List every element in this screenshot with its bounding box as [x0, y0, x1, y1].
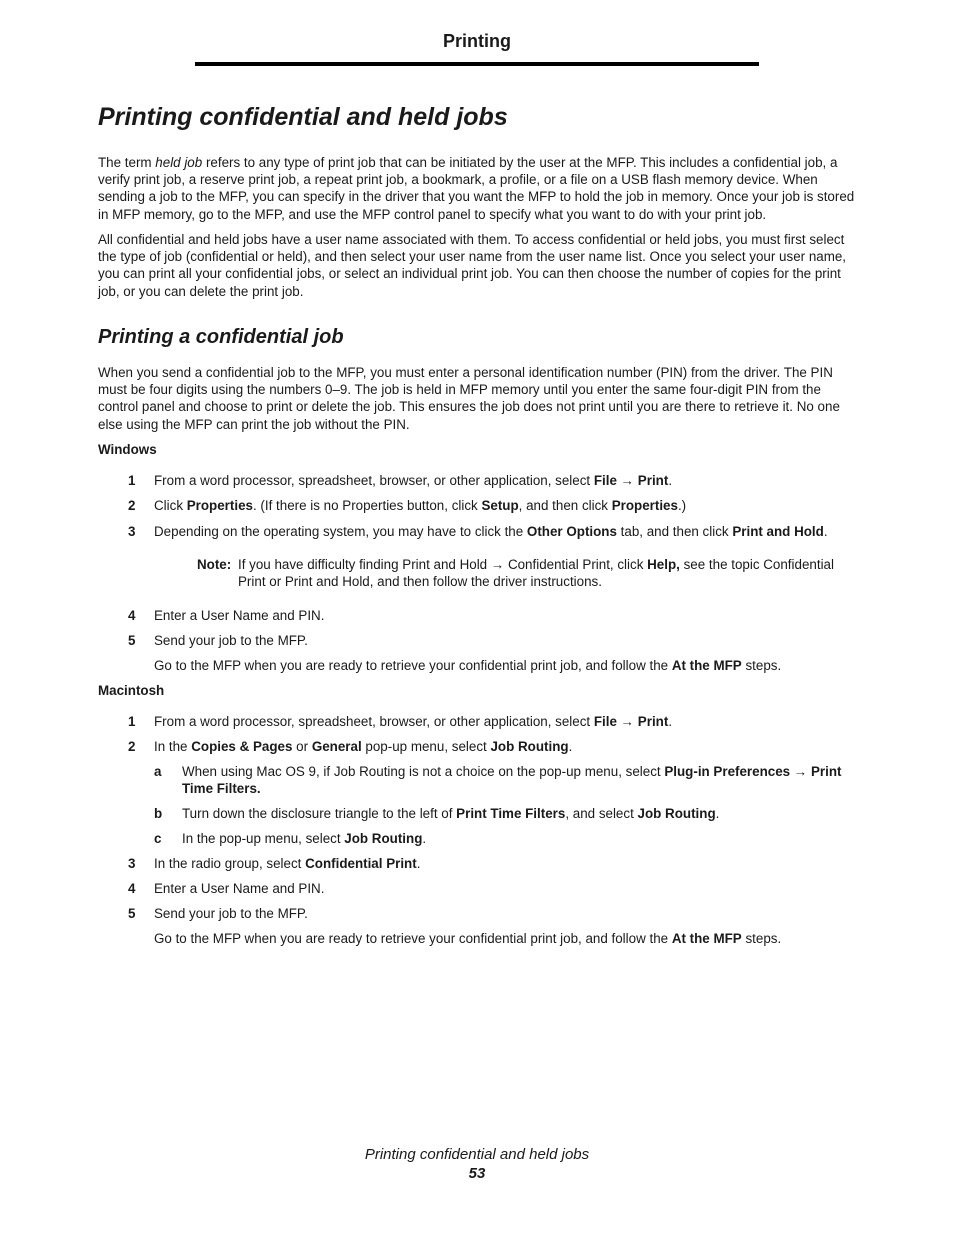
text: From a word processor, spreadsheet, browser, or other application, select [154, 473, 594, 488]
ui-term: General [311, 739, 362, 754]
step-number: 1 [128, 714, 136, 729]
running-header: Printing [443, 31, 511, 51]
mac-followup [154, 930, 864, 947]
text: pop-up menu, select [361, 739, 491, 754]
arrow-icon: → [790, 764, 811, 779]
substep-text [182, 805, 847, 822]
step-number: 4 [128, 881, 136, 896]
windows-followup [154, 657, 864, 674]
text: . [422, 831, 427, 846]
text: Go to the MFP when you are ready to retrieve your confidential print job, and follow the [154, 658, 672, 673]
note-text [238, 556, 858, 590]
step-number: 1 [128, 473, 136, 488]
text: When using Mac OS 9, if Job Routing is not a choice on the pop-up menu, select [182, 764, 665, 779]
step-text [154, 523, 864, 540]
ui-term: Print Time Filters [456, 806, 566, 821]
text: From a word processor, spreadsheet, browser, or other application, select [154, 714, 594, 729]
text: steps. [741, 931, 782, 946]
term-emphasis: held job [155, 155, 203, 170]
step-text: Enter a User Name and PIN. [154, 608, 325, 623]
text: Turn down the disclosure triangle to the left of [182, 806, 457, 821]
page-title: Printing confidential and held jobs [98, 103, 508, 131]
note-label: Note: [197, 557, 232, 572]
text: In the pop-up menu, select [182, 831, 345, 846]
text: Go to the MFP when you are ready to retrieve your confidential print job, and follow the [154, 931, 672, 946]
section-intro-paragraph: When you send a confidential job to the MFP, you must enter a personal identification number (PIN) from the driver. The PIN must be four digits using the numbers 0–9. The job is held in MFP memory until you enter the same four-digit PIN from the control panel and choose to print or delete the job. This ensures the job does not print until you are there to retrieve it. No one else using the MFP can print the job without the PIN. [98, 365, 840, 432]
ui-term: Properties [611, 498, 678, 513]
step-number: 4 [128, 608, 136, 623]
step-number: 5 [128, 633, 136, 648]
text: see the topic Confidential Print or Print and Hold, and then follow the driver instructions. [238, 557, 834, 590]
ui-term: Copies & Pages [191, 739, 293, 754]
step-number: 2 [128, 739, 136, 754]
ui-term: At the MFP [671, 931, 742, 946]
substep-text [182, 763, 847, 797]
text: . [668, 473, 673, 488]
ui-term: Job Routing [637, 806, 716, 821]
text: In the [154, 739, 192, 754]
step-text [154, 713, 864, 730]
section-title: Printing a confidential job [98, 326, 344, 348]
header-rule [195, 62, 759, 66]
ui-term: Confidential Print [305, 856, 417, 871]
step-text: Send your job to the MFP. [154, 906, 308, 921]
text: , and select [565, 806, 638, 821]
text: . [823, 524, 828, 539]
text: If you have difficulty finding Print and Hold → Confidential Print, click [238, 557, 648, 572]
text: In the radio group, select [154, 856, 306, 871]
ui-term: Other Options [526, 524, 617, 539]
windows-heading: Windows [98, 442, 157, 457]
text: . [416, 856, 421, 871]
ui-term: Properties [186, 498, 253, 513]
ui-term: Setup [481, 498, 519, 513]
substep-letter: b [154, 806, 163, 821]
substep-text [182, 830, 847, 847]
substep-letter: a [154, 764, 162, 779]
footer-title: Printing confidential and held jobs [364, 1146, 590, 1163]
text: Depending on the operating system, you may have to click the [154, 524, 527, 539]
text: refers to any type of print job that can be initiated by the user at the MFP. This includes a confidential job, a verify print job, a reserve print job, a repeat print job, a bookmark, a profile, or a file on a USB flash memory device. When sending a job to the MFP, you can specify in the driver that you want the MFP to hold the job in memory. Once your job is stored in MFP memory, go to the MFP, and use the MFP control panel to specify what you want to do with your print job. [98, 155, 855, 222]
ui-term: At the MFP [671, 658, 742, 673]
menu-name: Print [637, 473, 669, 488]
text: or [292, 739, 312, 754]
ui-term: Plug-in Preferences [664, 764, 791, 779]
step-text: Send your job to the MFP. [154, 633, 308, 648]
text: Click [154, 498, 187, 513]
text: . [568, 739, 573, 754]
step-text [154, 472, 864, 489]
step-text: Enter a User Name and PIN. [154, 881, 325, 896]
page-number: 53 [468, 1165, 486, 1182]
substep-letter: c [154, 831, 162, 846]
text: , and then click [518, 498, 612, 513]
step-number: 5 [128, 906, 136, 921]
step-text [154, 738, 864, 755]
text: . (If there is no Properties button, click [252, 498, 482, 513]
step-number: 3 [128, 856, 136, 871]
text: . [668, 714, 673, 729]
text: tab, and then click [616, 524, 733, 539]
text: .) [677, 498, 687, 513]
text: The term [98, 155, 156, 170]
arrow-icon: → [616, 714, 638, 729]
step-text [154, 855, 864, 872]
ui-term: Job Routing [490, 739, 569, 754]
text: steps. [741, 658, 782, 673]
menu-name: File [593, 473, 617, 488]
text: . [715, 806, 720, 821]
mac-heading: Macintosh [98, 683, 165, 698]
step-text [154, 497, 864, 514]
ui-term: Print and Hold [732, 524, 824, 539]
arrow-icon: → [616, 473, 638, 488]
menu-name: File [593, 714, 617, 729]
menu-name: Print [637, 714, 669, 729]
step-number: 2 [128, 498, 136, 513]
ui-term: Help, [647, 557, 680, 572]
intro-paragraph-1 [98, 154, 858, 223]
step-number: 3 [128, 524, 136, 539]
intro-paragraph-2: All confidential and held jobs have a user name associated with them. To access confidential or held jobs, you must first select the type of job (confidential or held), and then select your user name from the user name list. Once you select your user name, you can print all your confidential jobs, or select an individual print job. You can then choose the number of copies for the print job, or you can delete the print job. [98, 232, 847, 299]
ui-term: Job Routing [344, 831, 423, 846]
ui-term: Print Time Filters. [182, 764, 842, 797]
